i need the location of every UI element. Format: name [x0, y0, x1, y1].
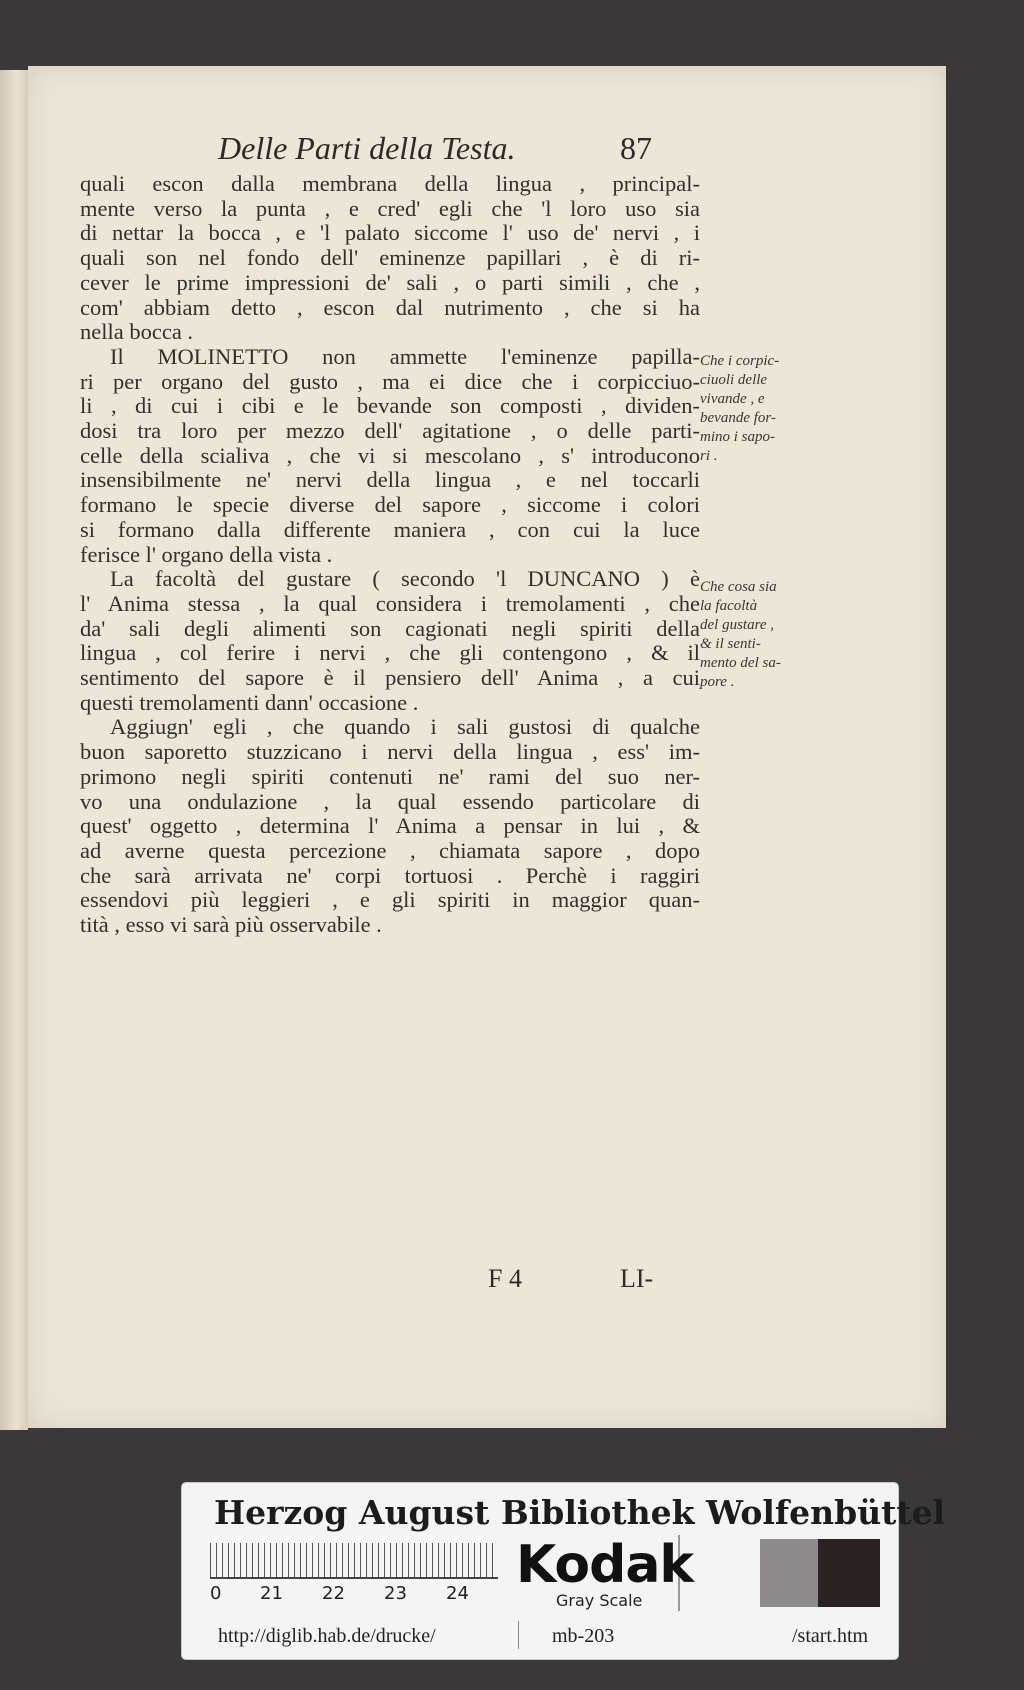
text-line: essendovi più leggieri , e gli spiriti in maggior quan-: [80, 887, 700, 913]
text-line: ferisce l' organo della vista .: [80, 541, 333, 567]
gray-scale-label: Gray Scale: [556, 1591, 643, 1610]
text-line: quali son nel fondo dell' eminenze papillari , è di ri-: [80, 245, 700, 271]
text-line: l' Anima stessa , la qual considera i tremolamenti , che: [80, 590, 700, 616]
text-line: mente verso la punta , e cred' egli che 'l loro uso sia: [80, 195, 700, 221]
margin-note-line: & il senti-: [700, 636, 761, 652]
text-line: quest' oggetto , determina l' Anima a pensar in lui , &: [80, 813, 700, 839]
text-line: da' sali degli alimenti son cagionati negli spiriti della: [80, 615, 700, 641]
margin-note-line: pore .: [700, 674, 735, 690]
ruler-label: 21: [260, 1583, 283, 1604]
text-line: buon saporetto stuzzicano i nervi della lingua , ess' im-: [80, 739, 700, 765]
catchword: LI-: [620, 1264, 654, 1293]
ruler-label: 0: [210, 1583, 222, 1604]
margin-note-line: Che cosa sia: [700, 579, 777, 595]
margin-note-line: bevande for-: [700, 410, 776, 426]
margin-note-facolta: [700, 578, 812, 692]
text-line: vo una ondulazione , la qual essendo particolare di: [80, 788, 700, 814]
source-url: http://diglib.hab.de/drucke/: [218, 1625, 436, 1647]
text-line: quali escon dalla membrana della lingua , principal-: [80, 171, 700, 196]
text-line: tità , esso vi sarà più osservabile .: [80, 912, 382, 938]
text-line: di nettar la bocca , e 'l palato siccome l' uso de' nervi , i: [80, 220, 700, 246]
kodak-logo: Kodak: [516, 1535, 693, 1595]
text-line: ri per organo del gusto , ma ei dice che i corpicciuo-: [80, 368, 700, 394]
ruler-scale: [210, 1543, 498, 1579]
margin-note-line: del gustare ,: [700, 617, 775, 633]
signature-mark: F 4: [488, 1264, 522, 1293]
text-line: sentimento del sapore è il pensiero dell' Anima , a cui: [80, 665, 700, 691]
left-page-edge: [0, 70, 28, 1430]
text-line: insensibilmente ne' nervi della lingua , e nel toccarli: [80, 467, 700, 493]
ruler-label: 24: [446, 1583, 469, 1604]
margin-note-line: ciuoli delle: [700, 372, 768, 388]
color-calibration-card: [182, 1483, 946, 1659]
gray-swatch-dark: [818, 1539, 880, 1607]
text-line: Il MOLINETTO non ammette l'eminenze papilla-: [110, 343, 700, 369]
start-page-path: /start.htm: [792, 1625, 869, 1647]
ruler-labels: [210, 1583, 500, 1605]
library-title: Herzog August Bibliothek Wolfenbüttel: [214, 1493, 946, 1532]
text-line: formano le specie diverse del sapore , siccome i colori: [80, 492, 700, 518]
text-line: questi tremolamenti dann' occasione .: [80, 689, 419, 715]
margin-note-line: mino i sapo-: [700, 429, 775, 445]
shelf-id: mb-203: [552, 1625, 615, 1647]
margin-note-line: Che i corpic-: [700, 353, 780, 369]
text-line: cever le prime impressioni de' sali , o parti simili , che ,: [80, 269, 700, 295]
running-head: Delle Parti della Testa.: [218, 130, 516, 166]
page-number: 87: [620, 130, 652, 166]
text-line: si formano dalla differente maniera , con cui la luce: [80, 516, 700, 542]
margin-note-line: mento del sa-: [700, 655, 781, 671]
body-text: [80, 172, 700, 938]
text-line: ad averne questa percezione , chiamata sapore , dopo: [80, 837, 700, 863]
text-line: nella bocca .: [80, 319, 194, 345]
text-line: primono negli spiriti contenuti ne' rami del suo ner-: [80, 763, 700, 789]
text-line: com' abbiam detto , escon dal nutrimento , che si ha: [80, 294, 700, 320]
margin-note-line: vivande , e: [700, 391, 765, 407]
gray-swatch-mid: [760, 1539, 820, 1607]
margin-note-corpicciuoli: [700, 352, 812, 466]
text-line: celle della scialiva , che vi si mescolano , s' introducono: [80, 442, 700, 468]
text-line: lingua , col ferire i nervi , che gli contengono , & il: [80, 640, 700, 666]
margin-note-line: la facoltà: [700, 598, 758, 614]
card-separator: [518, 1621, 519, 1649]
text-line: La facoltà del gustare ( secondo 'l DUNCANO ) è: [110, 566, 700, 592]
text-line: che sarà arrivata ne' corpi tortuosi . Perchè i raggiri: [80, 862, 700, 888]
ruler-label: 23: [384, 1583, 407, 1604]
ruler-label: 22: [322, 1583, 345, 1604]
text-line: li , di cui i cibi e le bevande son composti , dividen-: [80, 393, 700, 419]
margin-note-line: ri .: [700, 448, 718, 464]
text-line: Aggiugn' egli , che quando i sali gustosi di qualche: [110, 714, 700, 740]
text-line: dosi tra loro per mezzo dell' agitatione , o delle parti-: [80, 418, 700, 444]
